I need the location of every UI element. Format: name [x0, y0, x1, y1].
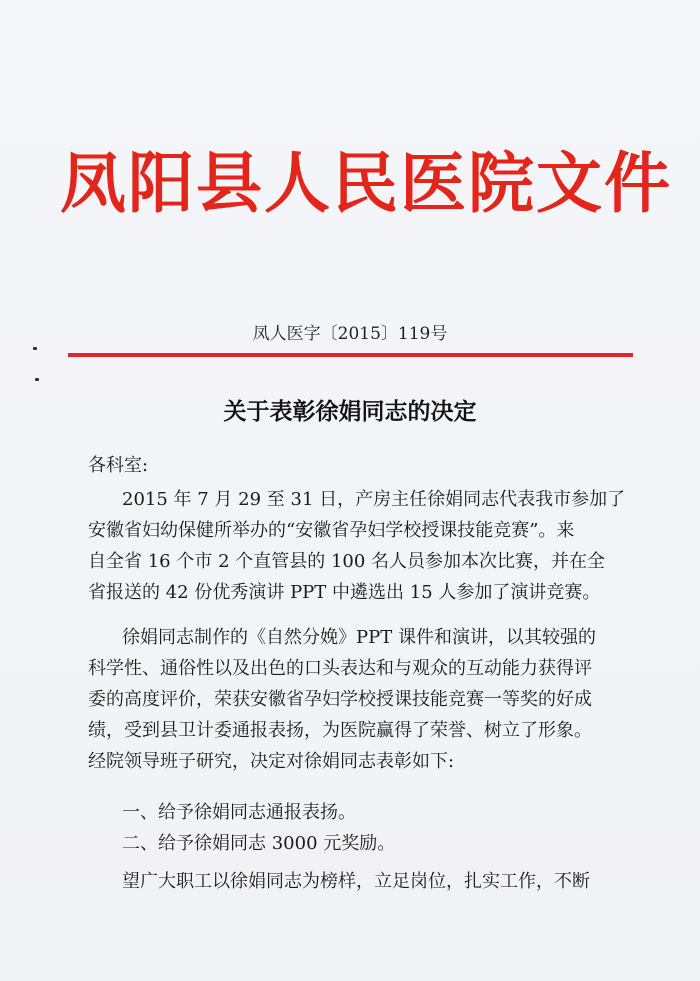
paragraph-1 [88, 484, 628, 608]
scan-speck [33, 347, 37, 350]
decision-item-2 [88, 828, 628, 859]
paragraph-line: 望广大职工以徐娟同志为榜样，立足岗位，扎实工作，不断 [122, 871, 590, 892]
salutation: 各科室: [88, 455, 149, 476]
paragraph-line: 自全省 16 个市 2 个直管县的 100 名人员参加本次比赛，并在全 [88, 551, 606, 572]
decision-item-text: 二、给予徐娟同志 3000 元奖励。 [122, 833, 396, 854]
document-heading: 关于表彰徐娟同志的决定 [223, 398, 477, 425]
paragraph-line: 2015 年 7 月 29 至 31 日，产房主任徐娟同志代表我市参加了 [122, 489, 626, 510]
header-divider [68, 353, 633, 357]
paragraph-line: 绩，受到县卫计委通报表扬，为医院赢得了荣誉、树立了形象。 [88, 720, 592, 741]
decision-item-text: 一、给予徐娟同志通报表扬。 [122, 802, 356, 823]
document-header-title: 凤阳县人民医院文件 [60, 144, 672, 222]
paragraph-line: 科学性、通俗性以及出色的口头表达和与观众的互动能力获得评 [88, 658, 592, 679]
document-number: 凤人医字〔2015〕119号 [252, 324, 448, 344]
paragraph-line: 省报送的 42 份优秀演讲 PPT 中遴选出 15 人参加了演讲竞赛。 [88, 582, 601, 603]
paragraph-3 [88, 866, 628, 897]
decision-item-1 [88, 797, 628, 828]
paragraph-2 [88, 622, 628, 777]
scan-speck [35, 378, 39, 381]
paragraph-line: 经院领导班子研究，决定对徐娟同志表彰如下: [88, 751, 455, 772]
paragraph-line: 安徽省妇幼保健所举办的“安徽省孕妇学校授课技能竞赛”。来 [88, 520, 575, 541]
paragraph-line: 徐娟同志制作的《自然分娩》PPT 课件和演讲，以其较强的 [122, 627, 596, 648]
paragraph-line: 委的高度评价，荣获安徽省孕妇学校授课技能竞赛一等奖的好成 [88, 689, 592, 710]
